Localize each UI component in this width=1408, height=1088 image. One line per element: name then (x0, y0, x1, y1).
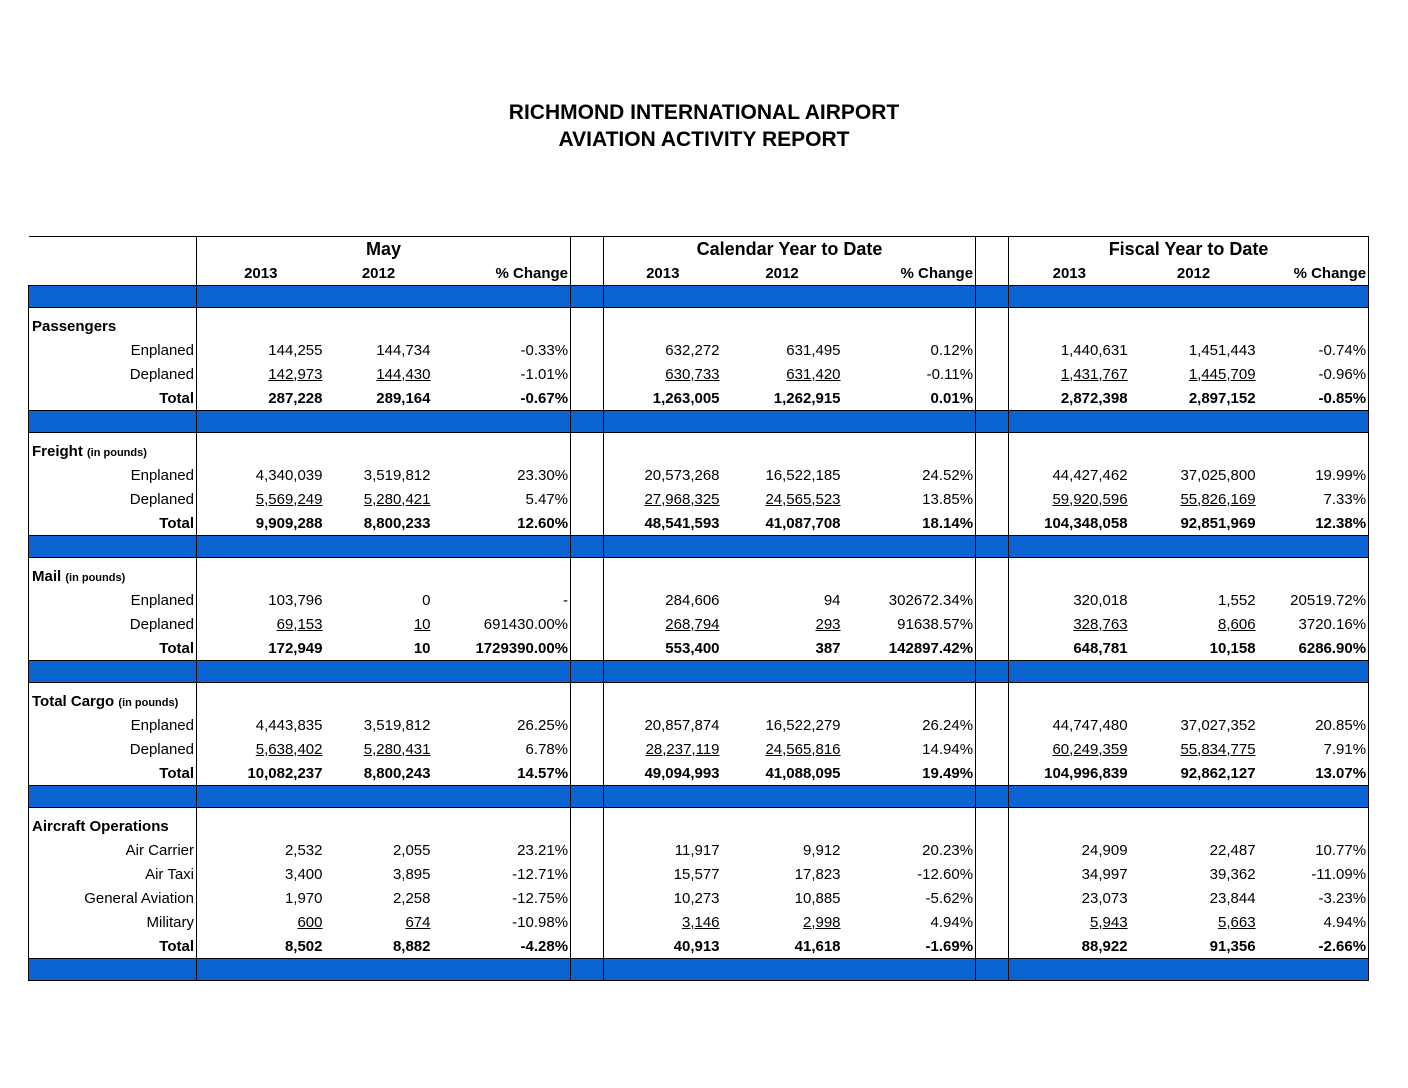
count-value: 40,913 (673, 937, 720, 955)
value-underlined: 5,280,421 (363, 490, 431, 508)
value-underlined: 27,968,325 (644, 490, 720, 508)
count-value (197, 737, 325, 761)
separator-band (29, 786, 1369, 808)
section-header (29, 808, 1369, 839)
pct-change-value: 26.25% (517, 716, 569, 734)
section-name: Total Cargo (32, 692, 115, 710)
pct-change-value: 4.94% (1258, 910, 1369, 934)
pct-change-value: 13.85% (922, 490, 974, 508)
count-value: 24,909 (1081, 841, 1128, 859)
section-header (29, 558, 1369, 589)
table-row (29, 862, 1369, 886)
col-year: 2013 (646, 264, 680, 282)
count-value (722, 612, 843, 636)
count-value: 20,573,268 (644, 466, 720, 484)
count-value: 22,487 (1209, 841, 1256, 859)
count-value: 104,996,839 (1044, 764, 1128, 782)
count-value: 48,541,593 (644, 514, 720, 532)
separator-band (29, 536, 1369, 558)
count-value (1130, 362, 1258, 386)
count-value: 4,340,039 (197, 463, 325, 487)
section-title (29, 683, 197, 714)
pct-change-value: -0.33% (520, 341, 569, 359)
pct-change-value: -0.96% (1258, 362, 1369, 386)
row-label: Total (29, 761, 197, 786)
value-underlined: 5,663 (1218, 913, 1256, 931)
pct-change-value: 20519.72% (1258, 588, 1369, 612)
count-value (722, 737, 843, 761)
count-value: 1,263,005 (652, 389, 720, 407)
separator-band (29, 411, 1369, 433)
count-value (197, 612, 325, 636)
pct-change-value: -12.60% (917, 865, 974, 883)
count-value (325, 737, 433, 761)
pct-change-value: 0.01% (930, 389, 974, 407)
year-header-row (29, 261, 1369, 286)
pct-change-value: -2.66% (1258, 934, 1369, 959)
pct-change-value: -4.28% (520, 937, 569, 955)
value-underlined: 144,430 (376, 365, 431, 383)
count-value: 41,618 (794, 937, 841, 955)
pct-change-value: 4.94% (930, 913, 974, 931)
value-underlined: 55,826,169 (1180, 490, 1256, 508)
table-row (29, 838, 1369, 862)
count-value: 16,522,185 (765, 466, 841, 484)
section-name: Mail (32, 567, 62, 585)
count-value: 2,532 (197, 838, 325, 862)
pct-change-value: 23.21% (517, 841, 569, 859)
col-year: 2013 (1052, 264, 1086, 282)
section-header (29, 308, 1369, 339)
count-value: 648,781 (1073, 639, 1128, 657)
value-underlined: 600 (297, 913, 323, 931)
section-title (29, 308, 197, 339)
row-label: Air Taxi (29, 862, 197, 886)
row-label: Military (29, 910, 197, 934)
pct-change-value: 142897.42% (888, 639, 974, 657)
report-title (0, 99, 1408, 153)
count-value: 94 (823, 591, 841, 609)
row-label: Total (29, 636, 197, 661)
pct-change-value: -1.01% (520, 365, 569, 383)
pct-change-value: 5.47% (525, 490, 569, 508)
pct-change-value: 12.60% (517, 514, 569, 532)
count-value: 3,400 (197, 862, 325, 886)
pct-change-value: 19.49% (922, 764, 974, 782)
value-underlined: 674 (405, 913, 431, 931)
pct-change-value: 13.07% (1258, 761, 1369, 786)
value-underlined: 630,733 (665, 365, 720, 383)
count-value: 9,912 (802, 841, 841, 859)
count-value: 88,922 (1081, 937, 1128, 955)
value-underlined: 3,146 (681, 913, 720, 931)
count-value: 34,997 (1081, 865, 1128, 883)
value-underlined: 24,565,523 (765, 490, 841, 508)
count-value: 144,734 (376, 341, 431, 359)
row-label: Enplaned (29, 463, 197, 487)
count-value: 144,255 (197, 338, 325, 362)
row-label: Enplaned (29, 713, 197, 737)
pct-change-value: 12.38% (1258, 511, 1369, 536)
count-value: 284,606 (665, 591, 720, 609)
pct-change-value: 1729390.00% (475, 639, 569, 657)
separator-band (29, 959, 1369, 981)
pct-change-value: -1.69% (925, 937, 974, 955)
title-airport: RICHMOND INTERNATIONAL AIRPORT (508, 101, 900, 124)
col-year: 2012 (361, 264, 396, 282)
pct-change-value: 10.77% (1258, 838, 1369, 862)
count-value (1130, 487, 1258, 511)
pct-change-value: -0.67% (520, 389, 569, 407)
count-value (1009, 737, 1130, 761)
count-value (722, 910, 843, 934)
count-value: 4,443,835 (197, 713, 325, 737)
value-underlined: 8,606 (1218, 615, 1256, 633)
count-value (604, 487, 722, 511)
count-value: 0 (422, 591, 431, 609)
value-underlined: 268,794 (665, 615, 720, 633)
count-value: 8,502 (197, 934, 325, 959)
count-value: 289,164 (376, 389, 431, 407)
count-value (604, 612, 722, 636)
activity-table (28, 236, 1369, 981)
count-value (1009, 487, 1130, 511)
count-value: 10,273 (673, 889, 720, 907)
count-value: 172,949 (197, 636, 325, 661)
table-row (29, 338, 1369, 362)
count-value: 16,522,279 (765, 716, 841, 734)
count-value: 8,882 (392, 937, 431, 955)
group-fiscal-ytd: Fiscal Year to Date (1009, 237, 1369, 262)
col-year: 2013 (197, 261, 325, 286)
count-value: 44,427,462 (1052, 466, 1128, 484)
value-underlined: 59,920,596 (1052, 490, 1128, 508)
value-underlined: 5,943 (1090, 913, 1128, 931)
value-underlined: 142,973 (268, 365, 323, 383)
pct-change-value: 91638.57% (897, 615, 974, 633)
pct-change-value: 26.24% (922, 716, 974, 734)
section-title (29, 808, 197, 839)
count-value (722, 487, 843, 511)
count-value: 631,495 (786, 341, 841, 359)
section-unit: (in pounds) (118, 696, 179, 709)
value-underlined: 60,249,359 (1052, 740, 1128, 758)
value-underlined: 55,834,775 (1180, 740, 1256, 758)
pct-change-value: -5.62% (925, 889, 974, 907)
count-value (197, 362, 325, 386)
pct-change-value: 0.12% (930, 341, 974, 359)
table-row (29, 463, 1369, 487)
count-value: 320,018 (1073, 591, 1128, 609)
pct-change-value: -0.11% (926, 365, 974, 383)
pct-change-value: 24.52% (922, 466, 974, 484)
value-underlined: 69,153 (276, 615, 323, 633)
row-label: Deplaned (29, 612, 197, 636)
count-value (325, 612, 433, 636)
count-value (1009, 910, 1130, 934)
col-pct-change: % Change (495, 264, 569, 282)
count-value: 49,094,993 (644, 764, 720, 782)
count-value: 104,348,058 (1044, 514, 1128, 532)
value-underlined: 5,569,249 (255, 490, 323, 508)
count-value (722, 362, 843, 386)
pct-change-value: 6.78% (525, 740, 569, 758)
count-value: 3,519,812 (363, 716, 431, 734)
count-value: 23,073 (1081, 889, 1128, 907)
title-report: AVIATION ACTIVITY REPORT (558, 128, 850, 151)
table-row (29, 612, 1369, 636)
separator-band (29, 286, 1369, 308)
pct-change-value: 14.57% (517, 764, 569, 782)
separator-band (29, 661, 1369, 683)
count-value: 3,519,812 (363, 466, 431, 484)
table-row (29, 910, 1369, 934)
count-value: 15,577 (673, 865, 720, 883)
row-label: Total (29, 934, 197, 959)
pct-change-value: 7.91% (1258, 737, 1369, 761)
count-value: 37,025,800 (1180, 466, 1256, 484)
count-value: 387 (815, 639, 841, 657)
pct-change-value: -0.74% (1258, 338, 1369, 362)
count-value: 2,055 (392, 841, 431, 859)
row-label: Deplaned (29, 487, 197, 511)
pct-change-value: - (563, 591, 569, 609)
count-value: 8,800,233 (363, 514, 431, 532)
count-value: 2,872,398 (1060, 389, 1128, 407)
row-label: Air Carrier (29, 838, 197, 862)
count-value: 44,747,480 (1052, 716, 1128, 734)
count-value: 1,262,915 (773, 389, 841, 407)
count-value (1130, 910, 1258, 934)
col-pct-change: % Change (900, 264, 974, 282)
value-underlined: 631,420 (786, 365, 841, 383)
row-label: Total (29, 386, 197, 411)
pct-change-value: 18.14% (922, 514, 974, 532)
count-value: 1,970 (197, 886, 325, 910)
count-value (1130, 612, 1258, 636)
pct-change-value: -11.09% (1258, 862, 1369, 886)
value-underlined: 1,445,709 (1188, 365, 1256, 383)
count-value: 10,885 (794, 889, 841, 907)
row-label: Total (29, 511, 197, 536)
total-row (29, 761, 1369, 786)
section-header (29, 433, 1369, 464)
pct-change-value: -0.85% (1258, 386, 1369, 411)
value-underlined: 24,565,816 (765, 740, 841, 758)
count-value (604, 362, 722, 386)
table-row (29, 886, 1369, 910)
col-year: 2012 (1176, 264, 1211, 282)
count-value (604, 737, 722, 761)
total-row (29, 511, 1369, 536)
count-value: 8,800,243 (363, 764, 431, 782)
row-label: Enplaned (29, 588, 197, 612)
count-value (604, 910, 722, 934)
pct-change-value: -10.98% (512, 913, 569, 931)
value-underlined: 328,763 (1073, 615, 1128, 633)
count-value: 10 (413, 639, 431, 657)
value-underlined: 10 (413, 615, 431, 633)
total-row (29, 386, 1369, 411)
count-value: 92,862,127 (1180, 764, 1256, 782)
count-value: 1,440,631 (1060, 341, 1128, 359)
count-value: 91,356 (1209, 937, 1256, 955)
pct-change-value: 691430.00% (483, 615, 569, 633)
section-unit: (in pounds) (65, 571, 126, 584)
count-value: 10,082,237 (197, 761, 325, 786)
count-value (325, 487, 433, 511)
count-value: 1,451,443 (1188, 341, 1256, 359)
pct-change-value: 19.99% (1258, 463, 1369, 487)
group-header-row (29, 237, 1369, 262)
count-value: 23,844 (1209, 889, 1256, 907)
count-value: 1,552 (1218, 591, 1256, 609)
row-label: General Aviation (29, 886, 197, 910)
section-header (29, 683, 1369, 714)
row-label: Enplaned (29, 338, 197, 362)
pct-change-value: 20.85% (1258, 713, 1369, 737)
pct-change-value: 7.33% (1258, 487, 1369, 511)
pct-change-value: 20.23% (922, 841, 974, 859)
count-value: 11,917 (674, 841, 720, 859)
value-underlined: 5,638,402 (255, 740, 323, 758)
value-underlined: 1,431,767 (1060, 365, 1128, 383)
pct-change-value: 14.94% (922, 740, 974, 758)
section-name: Aircraft Operations (32, 817, 169, 835)
pct-change-value: 23.30% (517, 466, 569, 484)
count-value: 553,400 (665, 639, 720, 657)
table-row (29, 737, 1369, 761)
count-value: 37,027,352 (1180, 716, 1256, 734)
table-row (29, 487, 1369, 511)
pct-change-value: -12.71% (512, 865, 569, 883)
row-label: Deplaned (29, 737, 197, 761)
row-label: Deplaned (29, 362, 197, 386)
section-name: Freight (32, 442, 83, 460)
count-value: 10,158 (1209, 639, 1256, 657)
pct-change-value: -12.75% (512, 889, 569, 907)
total-row (29, 636, 1369, 661)
count-value: 632,272 (665, 341, 720, 359)
count-value: 2,897,152 (1188, 389, 1256, 407)
count-value (1009, 362, 1130, 386)
table-row (29, 362, 1369, 386)
count-value: 2,258 (392, 889, 431, 907)
section-title (29, 433, 197, 464)
table-row (29, 713, 1369, 737)
count-value: 3,895 (392, 865, 431, 883)
count-value: 39,362 (1209, 865, 1256, 883)
count-value: 41,088,095 (765, 764, 841, 782)
count-value (325, 362, 433, 386)
group-may: May (197, 237, 571, 262)
count-value: 103,796 (197, 588, 325, 612)
total-row (29, 934, 1369, 959)
section-name: Passengers (32, 317, 117, 335)
value-underlined: 5,280,431 (363, 740, 431, 758)
col-pct-change: % Change (1258, 261, 1369, 286)
value-underlined: 293 (815, 615, 841, 633)
pct-change-value: 6286.90% (1258, 636, 1369, 661)
section-unit: (in pounds) (87, 446, 147, 459)
count-value (1130, 737, 1258, 761)
pct-change-value: 302672.34% (888, 591, 974, 609)
count-value: 9,909,288 (197, 511, 325, 536)
count-value (197, 487, 325, 511)
count-value: 287,228 (197, 386, 325, 411)
table-row (29, 588, 1369, 612)
value-underlined: 28,237,119 (645, 740, 720, 758)
count-value (197, 910, 325, 934)
count-value: 17,823 (794, 865, 841, 883)
pct-change-value: 3720.16% (1258, 612, 1369, 636)
count-value: 92,851,969 (1180, 514, 1256, 532)
col-year: 2012 (765, 264, 799, 282)
count-value: 20,857,874 (644, 716, 720, 734)
pct-change-value: -3.23% (1258, 886, 1369, 910)
section-title (29, 558, 197, 589)
count-value (1009, 612, 1130, 636)
value-underlined: 2,998 (802, 913, 841, 931)
count-value: 41,087,708 (765, 514, 841, 532)
count-value (325, 910, 433, 934)
group-calendar-ytd: Calendar Year to Date (604, 237, 976, 262)
